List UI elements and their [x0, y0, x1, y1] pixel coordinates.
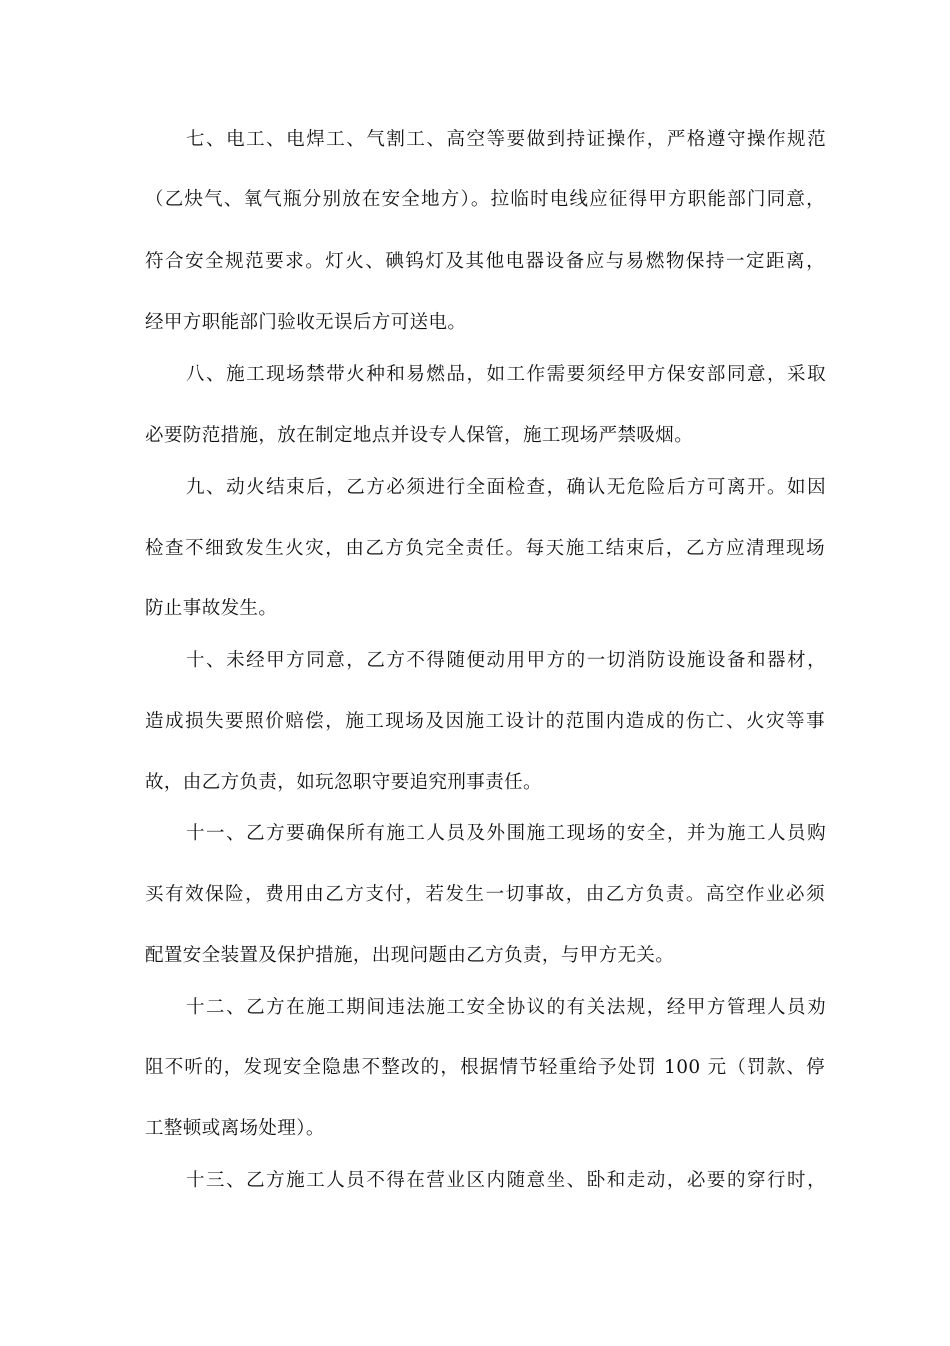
text-line: 配置安全装置及保护措施，出现问题由乙方负责，与甲方无关。 — [145, 945, 675, 966]
text-line: 买有效保险，费用由乙方支付，若发生一切事故，由乙方负责。高空作业必须 — [145, 884, 825, 905]
text-line: 防止事故发生。 — [145, 598, 278, 619]
text-line: 八、施工现场禁带火种和易燃品，如工作需要须经甲方保安部同意，采取 — [186, 364, 826, 385]
text-line: 经甲方职能部门验收无误后方可送电。 — [145, 312, 467, 333]
text-line: 九、动火结束后，乙方必须进行全面检查，确认无危险后方可离开。如因 — [186, 477, 826, 498]
text-line: 十、未经甲方同意，乙方不得随便动用甲方的一切消防设施设备和器材， — [186, 650, 826, 671]
text-line: 符合安全规范要求。灯火、碘钨灯及其他电器设备应与易燃物保持一定距离， — [145, 251, 825, 272]
text-line: 工整顿或离场处理）。 — [145, 1118, 325, 1139]
text-line: 故，由乙方负责，如玩忽职守要追究刑事责任。 — [145, 772, 542, 793]
text-line: 造成损失要照价赔偿，施工现场及因施工设计的范围内造成的伤亡、火灾等事 — [145, 711, 825, 732]
text-line: 十二、乙方在施工期间违法施工安全协议的有关法规，经甲方管理人员劝 — [186, 997, 826, 1018]
text-line: 十三、乙方施工人员不得在营业区内随意坐、卧和走动，必要的穿行时， — [186, 1170, 826, 1191]
text-line: 十一、乙方要确保所有施工人员及外围施工现场的安全，并为施工人员购 — [186, 823, 826, 844]
text-line: 检查不细致发生火灾，由乙方负完全责任。每天施工结束后，乙方应清理现场 — [145, 538, 825, 559]
text-line: 必要防范措施，放在制定地点并设专人保管，施工现场严禁吸烟。 — [145, 425, 694, 446]
text-line: 七、电工、电焊工、气割工、高空等要做到持证操作，严格遵守操作规范 — [186, 129, 826, 150]
text-line: （乙炔气、氧气瓶分别放在安全地方）。拉临时电线应征得甲方职能部门同意， — [145, 189, 825, 210]
text-line: 阻不听的，发现安全隐患不整改的，根据情节轻重给予处罚 100 元（罚款、停 — [145, 1057, 825, 1078]
